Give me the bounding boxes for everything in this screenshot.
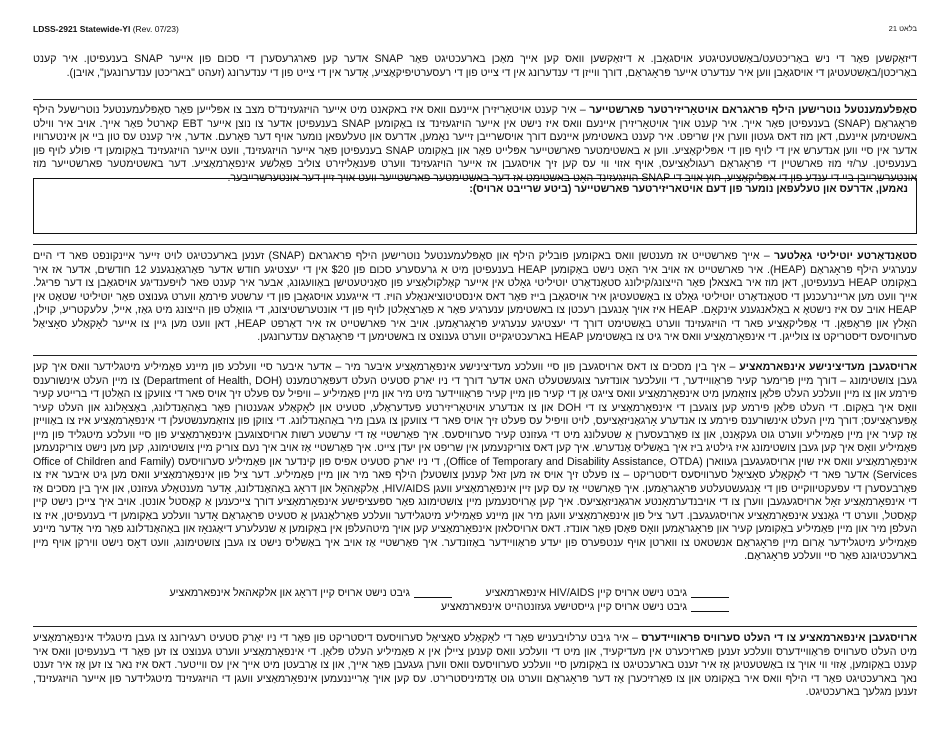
opt-out-drug-alcohol[interactable]: גיבט נישט ארויס קיין דראָג און אלקאהאל אינפארמאציע bbox=[170, 587, 453, 599]
section-divider bbox=[33, 626, 917, 627]
page-header bbox=[33, 24, 917, 38]
opt-out-mental-health[interactable]: גיבט נישט ארויס קיין גייסטישע געזונטהייט אינפארמאציע bbox=[441, 601, 729, 613]
section-divider bbox=[33, 99, 917, 100]
provider-release-heading: ארויסגעבן אינפארמאציע צו די העלט סערוויס פראוויידערס bbox=[641, 632, 917, 644]
page-number: בלאט 21 bbox=[888, 24, 917, 33]
medical-release-text: – איך בין מסכים צו דאס ארויסגעבן פון סיי וועלכע מעדיצינישע אינפאָרמאַציע איבער מיר – אדער איבער סיי וועלכע פון מיינע פאַמיליע מיטגלידער וואס איך קען געבן צושטימונג – דורך מיין פּרימער קעיר פּראַוויידער, די וועלכער אונדזער צוגעשטעלט האט אדער דורך די ניו יארק סטעיט העלט דעפּאַרטמענט (Department of Health, DOH) צו מיין העלט אינשורענס פירמע און צו מיין וועלכע העלט פּלאַן צוזאַמען מיט אינפאָרמאַציע וואס צייגט אַן די קעיר פון מיין קעיר פּראַוויידער מיט מיר און מיין פאַמיליע – וויפיל עס פעלט זיך אויס פאר די צוועקן צו האַלטן די ברייטע קעיר וואָס איך באַקום. די העלט פּלאַן פירמע קען צוגעבן די אינפאָרמאַציע צו די DOH און צו אנדערע אויטאָריזירטע פעדעראַלע, סטעיט און לאָקאַלע אגענטורן פאַר באַהאַנדלונג, באַצאָלונג און העלט קעיר אָפּעראַציעס; דורך מיין העלט אינשורענס פירמע צו אנדערע אָרגאַניזאַציעס, לויט וויפיל עס פעלט זיך אויס פאר די צוועקן צו געבן מיר באַהאַנדלונג. די צווקן פון צוזאַמענשטעלן די אינפאָרמאַציע איז צו באַווייזן אַז קעיר אין מיין פאַמיליע ווערט גוט געקאַנט, און צו פאַרבעסערן אַ שטעלונג מיט די געזונט קעיר סערוויסעס. איך פאַרשטיי אַז די ערשטע רשות ארויסצוגעבן אינפאָרמאַציע פון סיי וועלכע מיטגליד פון מיין פאַמיליע וואָס איך קען געבן צושטימונג איז גילטיג ביז איך באַשליס אַנדערש. איך קען דאס צוריקנעמען אין שריפט אין יעדן צייט. איך פאַרשטיי אַז אויב איך נעם צוריק מיין צושטימונג, קען מען נישט צוריקנעמען אינפאָרמאַציע וואס איז שוין ארויסגעגעבן געווארן (Office of Temporary and Disability Assistance, OTDA), די ניו יארק סטעיט אפיס פון קינדער און פאַמיליע סערוויסעס (Office of Children and Family Services) אדער פאר די לאָקאַלע סאָציאַל סערוויסעס דיסטריקט – צו פעלט זיך אויס אז מען זאל קענען צושטעלן הילף פאר מיר און מיין פאַמיליע. דער ציל פון אינפאָרמאַציע וואס מען גיט איבער איז צו פאַרבעסערן די עפעקטיווקייט פון די אָנגעשטעלטע פּראָגראַמען. איך פאַרשטיי אַז עס קען זיין אינפאָרמאַציע וועגן HIV/AIDS, אַלקאַהאָל און דראָג באַהאַנדלונג, אָדער מענטאַלע געזונט, און איך בין מסכים אַז די אינפאָרמאַציע זאָל ארויסגעגעבן ווערן צו די אויבנדערמאָנטע ארגאַניזאַציעס. איך קען אַרויסנעמען מיין צושטימונג פאַר ספּעציפישע אינפאָרמאַציע דורך צייכענען אַ קאַסטל אונטן. אויב איך צייכן נישט קיין קאַסטל, ווערט די גאַנצע אינפאָרמאַציע ארויסגעגעבן. דער ציל פון אינפאָרמאַציע וועגן מיר און מיינע פאַמיליע מיטגלידער וועלכע פאַרלאַנגען אַ סטעיט פּראָגראַם אָדער וועלכע באַקומען די בענעפיטן, איז צו העלפן מיר און מיין פאַמיליע באַקומען קעיר און פּראָגראַמען וואָס פּאַסן פאַר אונדז. דאס ארויסלאזן אינפאָרמאַציע קען אויך מיטהעלפן אין באַקומען אַ שנעלערע דיאַגנאָז און באַהאַנדלונג פאַר מיר אָדער מיינע פאַמיליע מיטגלידער אַרום מיין פּראָגראַם אנשטאט צו ווארטן אויף ענטפערס פון יעדע פּראַוויידער באַזונדער. איך פאַרשטיי אַז אויב איך באַשליס נישט צו געבן צושטימונג, וועט דאָס נישט ווירקן אויף מיין בארעכטיגונג פאַר סיי וועלכע פּראָגראַם. bbox=[33, 361, 917, 562]
form-id: LDSS-2921 Statewide-YI (Rev. 07/23) bbox=[33, 24, 179, 34]
authorized-representative-section bbox=[33, 104, 917, 185]
medical-release-section bbox=[33, 361, 917, 579]
checkbox-line[interactable] bbox=[414, 597, 452, 598]
authorized-representative-heading: סאָפּלעמענטעל נוטרישען הילף פראגראם אויטאָריזירטער פארשטייער bbox=[589, 104, 917, 116]
provider-release-section bbox=[33, 632, 917, 722]
provider-release-text: – איר גיבט ערלויבעניש פאַר די לאָקאַלע סאָציאַל סערוויסעס דיסטריקט פון פאַר די ניו יאַרק סטעיט רעגירונג צו געבן מיטגליד אינפאָרמאַציע מיט העלט סערוויס פּראַוויידערס וועלכע זענען פארזיכערט אין מעדיקעיד, און מיט די וועלכע וואס קענען ציילן אין א פאַמיליע העלט פּלאַן. די אינפאָרמאַציע ווערט גענוצט צו זען פאַר די בענעפיטן וואס איר קענט באַקומען, אַזוי ווי אויך צו באַשטעטיגן אַז איר זענט בארעכטיגט צו באַקומען סיי וועלכע סערוויסעס וואס ווערן געגעבן פאַר אייך, און צו אַרבעטן מיט אייך אין עס ווייטער. דאס איז נאר צו זען אַז איר זענט נאך בארעכטיגט פאַר די הילף וואס איר באַקומט און צו פאַרזיכערן אַז דער פּראָגראַם ווערט גוט אַדמיניסטרירט. עס קען אויך אַרייננעמען אינפאָרמאַציע וועגן די הויזגעזינד מיטגלידער פון אייער הויזגעזינד, זענען מגלעך בארעכטיגט. bbox=[33, 632, 917, 698]
representative-info-box[interactable] bbox=[33, 178, 917, 234]
checkbox-line[interactable] bbox=[691, 611, 729, 612]
utility-allowance-text: – אייך פארשטייט אז מענטשן וואס באקומען פובליק הילף און סאָפּלעמענטעל נוטרישען הילף פראגראם (SNAP) זענען בארעכטיגט לויט זייער איינקונפט פאר די היים ענערגיע הילף פּראָגראַם (HEAP). איר פארשטייט אז אויב איר האָט נישט באַקומען HEAP בענעפיטן מיט א גרעסערע סכום פון $20 אין די יעצטיגע חודש אדער פאַרגאַנגענע 12 חודשים, אדער אז איר באַקומט HEAP בענעפיטן, דאן מוז איר באצאלן פאַר הייצונג/קילונג סטאַנדאַרט יוטיליטי גאָלט אין אייער קאַלקולאַציע פון סאַניטעטישן באַוועגונג, אבער איר קענט פאר לויפענדיגע אויסגאַבן צו דער פריגל. אייך וועט מען אריינרעכנען די סטאַנדאַרט יוטיליטי גאָלט צו באַשטעטיגן איר אויסגאַבן בייז פאַר דאס אינסטיטוציאנאַלע הויז. די אייגענע אויסגאַבן פון די ערשטע פירמאַ ווערט גענוצט פאַר יוטיליטי שטאַט אין HEAP אויב עס איז נישטאָ א באַלאנגענע אינקאָם. HEAP איז אויך אָנגעבן רעכטן צו באשטימען ענערגיע פאַר א פאַרצאָלטן לויף פון די אונטערשטיצונג, די גוואַלט פון הייצונג מיט גאַז, אייל, עלעקטריע, קוילן, האָלץ און פּראָפּאַן. די אַפּליקאַציע פאר די הויזגעזינד ווערט באַשטימט דורך די יעצטיגע ענערגיע פּראָגראַמען. אויב איר פארשטייט אז איר דאַרפט HEAP, דאן וועט מען גיין צו אייער לאָקאַלע סאָציאַל סערוויסעס דיסטריקט צו צולייגן. די אינפאָרמאַציע וואס איר גיט צו באַשטימען HEAP בארעכטיגקייט ווערט גענוצט צו באשטימען די פּראָגראַם ענדערונגען. bbox=[33, 250, 918, 343]
utility-allowance-heading: סטאַנדאַרטע יוטיליטי גאָלטער bbox=[773, 250, 917, 262]
section-divider bbox=[33, 244, 917, 245]
intro-paragraph: דיזאַקשען פאַר די ניש באַריכטעט/באַשטעטיגטע אויסגאַבן. א דיזאַקשען וואס קען אייך מאַכן בארעכטיגט פאַר SNAP אדער קען פארגרעסערן די סכום פון אייער SNAP בענעפיטן. איר קענט באַריכטן/באַשטעטיגן די אויסגאַבן ווען איר ענדערט אייער פּראָגראַם, דורך ווייזן די ענדערונג אין די צייט פון די רעסערטיפיקאַציע, אָדער אין די צייט פון די ענדערונג (זעהט "באריכטן ענדערונגען", אויבן). bbox=[33, 53, 917, 79]
section-divider bbox=[33, 355, 917, 356]
checkbox-line[interactable] bbox=[691, 597, 729, 598]
opt-out-hiv[interactable]: גיבט נישט ארויס קיין HIV/AIDS אינפארמאציע bbox=[485, 587, 729, 599]
utility-allowance-section bbox=[33, 250, 917, 345]
medical-release-heading: ארויסגעבן מעדיצינישע אינפארמאציע bbox=[739, 361, 917, 373]
authorized-representative-text: – איר קענט אויטאָריזירן איינעם וואס איז באקאנט מיט אייער הויזגעזינד'ס מצב צו אפּלייען פאַר סאָפּלעמענטעל נוטרישעל הילף פּראָגראַם (SNAP) בענעפיטן פאַר אייך. איר קענט אויך אויטאָריזירן איינעם וואס איז נישט אין אייער הויזגעזינד צו באַקומען SNAP בענעפיטן אדער צו נוצן אייער EBT קארטל פאַר אייך. אויב איר ווילט באשטימען איינעם, דאן מוז דאס געטון ווערן אין שריפט. איר קענט באשטימען איינעם דורך אויסשרייבן זייער נאָמען, אדרעס און טעלעפאן נומער אויף דער פאָרעם. אדער, איר קענט עס טון ביי אן אינטערוויו אדער אין סיי ווען אנדערש אין די לויף פון די אפּליקאַציע. ווען א באשטימטער פארשטייער אפּלייט פאַר און באַקומט SNAP בענעפיטן פאַר אייער הויזגעזינד, וועט אייער הויזגעזינד באַקומען די פולע לויף פון בענעפיטן. ער/זי מוז פארשטיין די פּראָגראַם רעגולאַציעס, אויף אזוי ווי עס קען זיך אויסגעבן אז אייער הויזגעזינד ווערט פּענאַליזירט צוליב פאַלשע אינפאָרמאַציע. דער באשטימטער פארשטייער מוז אונטערשרייבן ביי די ענדע פון די אפּליקאַציע, חוץ אויב די SNAP הויזגעזינד האָט באשטימט אז דער באשטימטער פארשטייער וועט אויך זיין דער אונטערשרייבער. bbox=[33, 104, 917, 184]
representative-info-label: נאמען, אדרעס און טעלעפאן נומער פון דעם אויטאריזירטער פארשטייער (ביטע שרייבט ארויס): bbox=[469, 183, 908, 195]
